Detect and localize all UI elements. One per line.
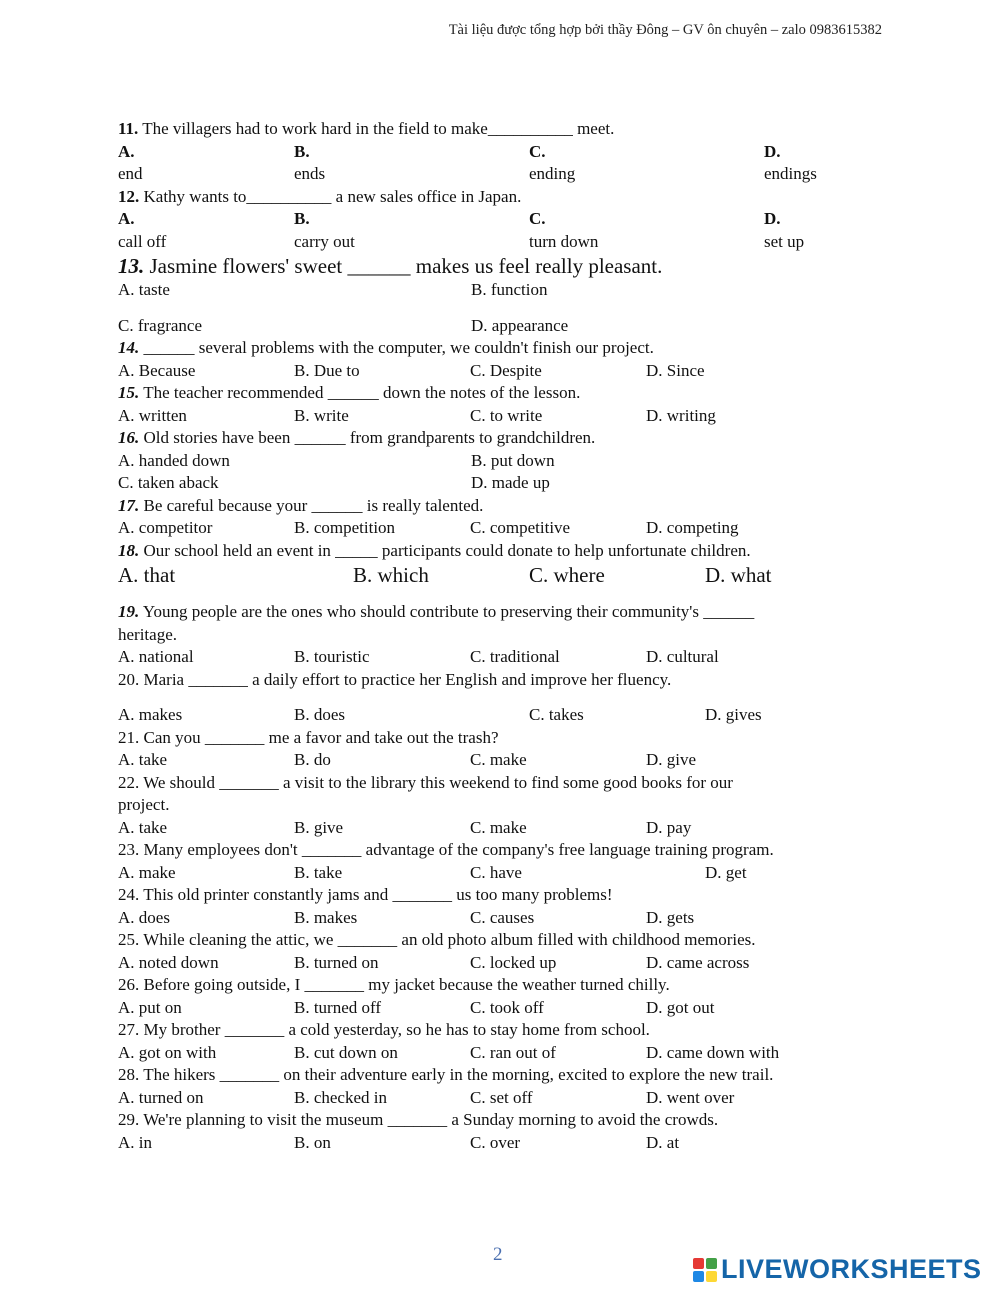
options-24 <box>118 907 888 930</box>
question-text: Old stories have been ______ from grandparents to grandchildren. <box>139 428 596 447</box>
option-d[interactable] <box>764 208 804 253</box>
question-27: 27. My brother _______ a cold yesterday, so he has to stay home from school. <box>118 1020 650 1039</box>
question-text: Kathy wants to__________ a new sales office in Japan. <box>139 186 522 206</box>
option-d[interactable]: D. came across <box>646 952 750 972</box>
logo-square-blue <box>693 1271 704 1282</box>
question-number: 13. <box>118 254 145 278</box>
option-a[interactable]: A. that <box>118 563 176 587</box>
option-b[interactable] <box>294 208 529 253</box>
option-b[interactable]: B. touristic <box>294 647 370 666</box>
options-25 <box>118 952 888 975</box>
spacer <box>118 691 888 704</box>
option-a[interactable]: A. put on <box>118 997 182 1017</box>
option-a[interactable]: A. national <box>118 647 194 666</box>
options-13-row1 <box>118 279 888 302</box>
logo-square-red <box>693 1258 704 1269</box>
option-d[interactable]: D. cultural <box>646 647 719 666</box>
options-13-row2 <box>118 315 888 338</box>
option-d[interactable]: D. gives <box>705 705 762 724</box>
option-letter: D. <box>764 141 781 161</box>
option-d[interactable] <box>764 141 817 186</box>
option-a[interactable]: A. got on with <box>118 1042 217 1062</box>
option-c[interactable]: C. took off <box>470 997 544 1017</box>
option-c[interactable]: C. causes <box>470 907 535 927</box>
option-text: endings <box>764 164 817 183</box>
options-19 <box>118 646 888 669</box>
logo-square-yellow <box>706 1271 717 1282</box>
question-text: The villagers had to work hard in the field to make__________ meet. <box>138 119 615 138</box>
question-19-continued: heritage. <box>118 624 177 644</box>
option-c[interactable]: C. takes <box>529 705 584 724</box>
option-a[interactable]: A. Because <box>118 360 196 380</box>
page-number: 2 <box>493 1244 503 1265</box>
option-a[interactable]: A. in <box>118 1132 152 1152</box>
option-c[interactable]: C. set off <box>470 1087 533 1107</box>
option-text: end <box>118 164 143 183</box>
options-12 <box>118 208 888 253</box>
option-b[interactable]: B. on <box>294 1132 331 1152</box>
option-a[interactable]: A. turned on <box>118 1087 204 1107</box>
option-a[interactable]: A. makes <box>118 705 183 724</box>
options-29 <box>118 1132 888 1155</box>
logo-mark-icon <box>693 1258 717 1282</box>
question-text: ______ several problems with the computer, we couldn't finish our project. <box>139 338 654 357</box>
option-d[interactable]: D. came down with <box>646 1042 780 1062</box>
question-13 <box>118 253 888 279</box>
option-text: ending <box>529 164 576 183</box>
logo-text: LIVEWORKSHEETS <box>721 1254 982 1284</box>
options-16-row1 <box>118 450 888 473</box>
question-25: 25. While cleaning the attic, we _______ an old photo album filled with childhood memories. <box>118 930 756 949</box>
option-c[interactable]: C. Despite <box>470 360 542 380</box>
question-12 <box>118 186 888 209</box>
option-a[interactable] <box>118 208 294 253</box>
question-number: 16. <box>118 428 140 447</box>
option-a[interactable]: A. take <box>118 750 168 769</box>
options-28 <box>118 1087 888 1110</box>
option-b[interactable] <box>294 141 529 186</box>
option-b[interactable]: B. checked in <box>294 1087 387 1107</box>
question-16 <box>118 427 888 450</box>
option-d[interactable]: D. writing <box>646 405 716 425</box>
question-text: Be careful because your ______ is really talented. <box>139 495 484 515</box>
option-d[interactable]: D. give <box>646 750 697 769</box>
options-26 <box>118 997 888 1020</box>
question-17 <box>118 495 888 518</box>
question-14 <box>118 337 888 360</box>
option-b[interactable]: B. take <box>294 862 343 882</box>
page-header: Tài liệu được tổng hợp bởi thầy Đông – GV ôn chuyên – zalo 0983615382 <box>448 22 882 38</box>
option-a[interactable] <box>118 141 294 186</box>
option-d[interactable]: D. at <box>646 1132 680 1152</box>
option-b[interactable]: B. do <box>294 750 331 769</box>
option-b[interactable]: B. turned off <box>294 997 382 1017</box>
options-27 <box>118 1042 888 1065</box>
options-14 <box>118 360 888 383</box>
option-letter: C. <box>529 141 546 161</box>
question-21: 21. Can you _______ me a favor and take out the trash? <box>118 727 499 747</box>
option-b[interactable]: B. cut down on <box>294 1042 398 1062</box>
question-18 <box>118 540 888 563</box>
question-26: 26. Before going outside, I _______ my jacket because the weather turned chilly. <box>118 975 670 994</box>
option-c[interactable]: C. fragrance <box>118 315 203 335</box>
option-a[interactable]: A. competitor <box>118 518 213 537</box>
question-24: 24. This old printer constantly jams and _______ us too many problems! <box>118 885 613 904</box>
option-b[interactable]: B. function <box>471 280 548 299</box>
option-b[interactable]: B. put down <box>471 450 555 470</box>
options-20 <box>118 704 888 727</box>
question-22-continued: project. <box>118 795 170 814</box>
option-letter: A. <box>118 209 135 228</box>
option-d[interactable]: D. got out <box>646 997 715 1017</box>
option-c[interactable]: C. where <box>529 563 605 587</box>
option-d[interactable]: D. went over <box>646 1087 735 1107</box>
question-20: 20. Maria _______ a daily effort to practice her English and improve her fluency. <box>118 669 672 689</box>
options-17 <box>118 517 888 540</box>
question-number: 11. <box>118 119 139 138</box>
option-text: ends <box>294 164 326 183</box>
option-letter: B. <box>294 209 310 228</box>
option-c[interactable]: C. ran out of <box>470 1042 556 1062</box>
option-text: turn down <box>529 231 599 251</box>
question-text: The teacher recommended ______ down the notes of the lesson. <box>139 383 581 402</box>
question-28: 28. The hikers _______ on their adventure early in the morning, excited to explore the new trail. <box>118 1065 774 1084</box>
question-text: Our school held an event in _____ participants could donate to help unfortunate children. <box>139 540 751 560</box>
option-b[interactable]: B. which <box>353 563 429 587</box>
option-text: call off <box>118 231 167 251</box>
worksheet-content <box>118 118 888 1154</box>
option-text: carry out <box>294 231 355 251</box>
question-number: 17. <box>118 495 140 515</box>
option-c[interactable] <box>529 208 764 253</box>
option-a[interactable]: A. written <box>118 405 187 425</box>
option-c[interactable]: C. taken aback <box>118 473 219 492</box>
question-number: 18. <box>118 540 140 560</box>
option-d[interactable]: D. pay <box>646 817 692 837</box>
option-d[interactable]: D. Since <box>646 360 705 380</box>
options-16-row2 <box>118 472 888 495</box>
option-a[interactable]: A. take <box>118 817 168 837</box>
option-a[interactable]: A. does <box>118 907 170 927</box>
question-23: 23. Many employees don't _______ advantage of the company's free language training program. <box>118 840 774 859</box>
option-c[interactable]: C. make <box>470 750 527 769</box>
option-b[interactable]: B. turned on <box>294 952 379 972</box>
options-21 <box>118 749 888 772</box>
question-number: 19. <box>118 602 140 621</box>
option-b[interactable]: B. Due to <box>294 360 360 380</box>
option-c[interactable]: C. traditional <box>470 647 560 666</box>
option-b[interactable]: B. competition <box>294 518 396 537</box>
options-15 <box>118 405 888 428</box>
question-text: Young people are the ones who should contribute to preserving their community's ______ <box>139 602 755 621</box>
logo-square-green <box>706 1258 717 1269</box>
spacer <box>118 302 888 315</box>
option-a[interactable]: A. make <box>118 862 176 882</box>
options-11 <box>118 141 888 186</box>
option-c[interactable]: C. over <box>470 1132 521 1152</box>
option-letter: A. <box>118 141 135 161</box>
option-d[interactable]: D. made up <box>471 473 550 492</box>
option-letter: C. <box>529 209 546 228</box>
question-number: 12. <box>118 186 140 206</box>
option-letter: D. <box>764 209 781 228</box>
question-22: 22. We should _______ a visit to the library this weekend to find some good books for our <box>118 772 733 792</box>
option-d[interactable]: D. what <box>705 563 772 587</box>
option-c[interactable]: C. to write <box>470 405 543 425</box>
question-19 <box>118 601 888 624</box>
option-a[interactable]: A. taste <box>118 280 170 299</box>
options-18 <box>118 562 888 588</box>
option-c[interactable]: C. have <box>470 862 522 882</box>
question-text: Jasmine flowers' sweet ______ makes us feel really pleasant. <box>144 254 663 278</box>
option-c[interactable]: C. make <box>470 817 527 837</box>
question-15 <box>118 382 888 405</box>
spacer <box>118 588 888 601</box>
question-number: 14. <box>118 338 140 357</box>
option-a[interactable]: A. noted down <box>118 952 219 972</box>
question-29: 29. We're planning to visit the museum _______ a Sunday morning to avoid the crowds. <box>118 1110 719 1129</box>
liveworksheets-logo <box>693 1254 982 1285</box>
option-d[interactable]: D. gets <box>646 907 695 927</box>
option-b[interactable]: B. makes <box>294 907 358 927</box>
option-c[interactable]: C. locked up <box>470 952 557 972</box>
options-22 <box>118 817 888 840</box>
option-b[interactable]: B. does <box>294 705 345 724</box>
options-23 <box>118 862 888 885</box>
option-letter: B. <box>294 141 310 161</box>
question-number: 15. <box>118 383 140 402</box>
question-11 <box>118 118 888 141</box>
option-d[interactable]: D. get <box>705 862 747 882</box>
option-b[interactable]: B. give <box>294 817 344 837</box>
option-d[interactable]: D. competing <box>646 518 739 537</box>
option-b[interactable]: B. write <box>294 405 349 425</box>
option-d[interactable]: D. appearance <box>471 315 569 335</box>
option-text: set up <box>764 231 805 251</box>
option-a[interactable]: A. handed down <box>118 450 230 470</box>
option-c[interactable] <box>529 141 764 186</box>
option-c[interactable]: C. competitive <box>470 518 571 537</box>
